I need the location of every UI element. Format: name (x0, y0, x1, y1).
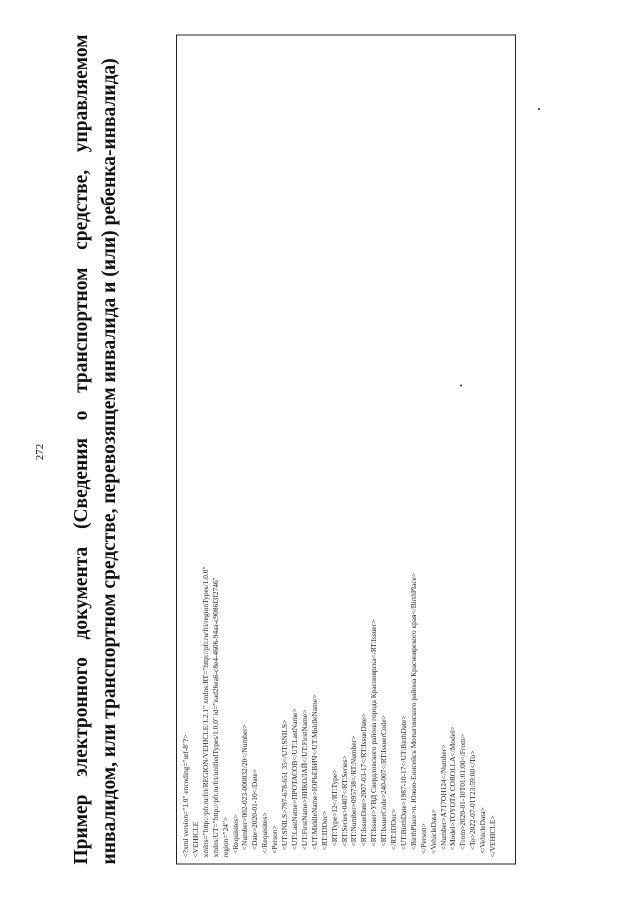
xml-line: <Number>002-023-000032/20</Number> (240, 724, 250, 858)
xml-line: <?xml version="1.0" encoding="utf-8"?> (181, 734, 190, 858)
xml-line: <RT:IssuerCode>240-007</RT:IssuerCode> (379, 715, 389, 858)
scan-speck (538, 108, 540, 110)
xml-line: <VehicleData> (428, 809, 438, 858)
xml-line: </Person> (418, 823, 428, 858)
page-number: 272 (34, 443, 46, 461)
xml-line: <RT:Number>095738</RT:Number> (349, 735, 359, 858)
xml-line: <UT:MiddleName>ЮРЬЕВИЧ</UT:MiddleName> (309, 694, 319, 858)
xml-line: <Person> (270, 825, 280, 858)
xml-line: <Model>TOYOTA COROLLA</Model> (448, 726, 458, 858)
document-body (60, 30, 580, 875)
xml-line: <RT:IssueDate>2007-03-17</RT:IssueDate> (359, 713, 369, 858)
xml-line: <UT:FirstName>НИКОЛАЙ</UT:FirstName> (299, 709, 309, 858)
xml-line: region="24"> (220, 816, 230, 858)
xml-line: <Date>2020-01-10</Date> (250, 768, 260, 858)
xml-line: <UT:BirthDate>1987-10-17</UT:BirthDate> (398, 715, 408, 858)
xml-line: <VEHICLE (190, 821, 200, 858)
xml-line: </VehicleData> (478, 807, 488, 858)
xml-line: </Requisites> (260, 812, 270, 858)
xml-line: <UT:LastName>ПРОТАСОВ</UT:LastName> (289, 708, 299, 858)
xml-line: </RT:IDDoc> (389, 808, 399, 858)
document-heading: Пример электронного документа (Сведения о транспортном средстве, управляемом инвалидом, или транспортном средстве, перевозящем инвалида и (или) ребенка-инвалида) (71, 34, 120, 865)
xml-line: xmlns:UT="http://pfr.ru/fri/unifiedTypes/1.0.0" id="ead26ea6-c8e4-4606-94aa-c9086f3f2746" (210, 577, 220, 858)
xml-line: <From>2020-01-10T01:01:00</From> (458, 734, 468, 858)
xml-line: <BirthPlace>п. Южно-Енисейск Мотыгинского района Красноярского края</BirthPlace> (408, 572, 418, 858)
xml-line: <To>2022-07-01T23:59:00</To> (468, 750, 478, 858)
xml-line: <RT:IDDoc> (319, 810, 329, 858)
xml-line: <UT:SNILS>797-678-651 35</UT:SNILS> (280, 719, 290, 858)
xml-example-box (176, 35, 516, 865)
xml-line: <RT:Issuer>УВД Свердловского района города Красноярска</RT:Issuer> (369, 619, 379, 858)
xml-line: </VEHICLE> (488, 815, 498, 858)
xml-line: <Requisites> (230, 814, 240, 858)
xml-line: <RT:Series>0407</RT:Series> (339, 755, 349, 858)
xml-line: <Number>А717ОН124</Number> (438, 744, 448, 858)
xml-line: xmlns="http://pfr.ru/fri/REGION/VEHICLE/1.2.1" xmlns:RT="http://pfr.ru/fri/regionTypes/1.0.0" (200, 566, 210, 858)
xml-line: <RT:Type>12</RT:Type> (329, 769, 339, 858)
scan-speck (460, 385, 462, 387)
